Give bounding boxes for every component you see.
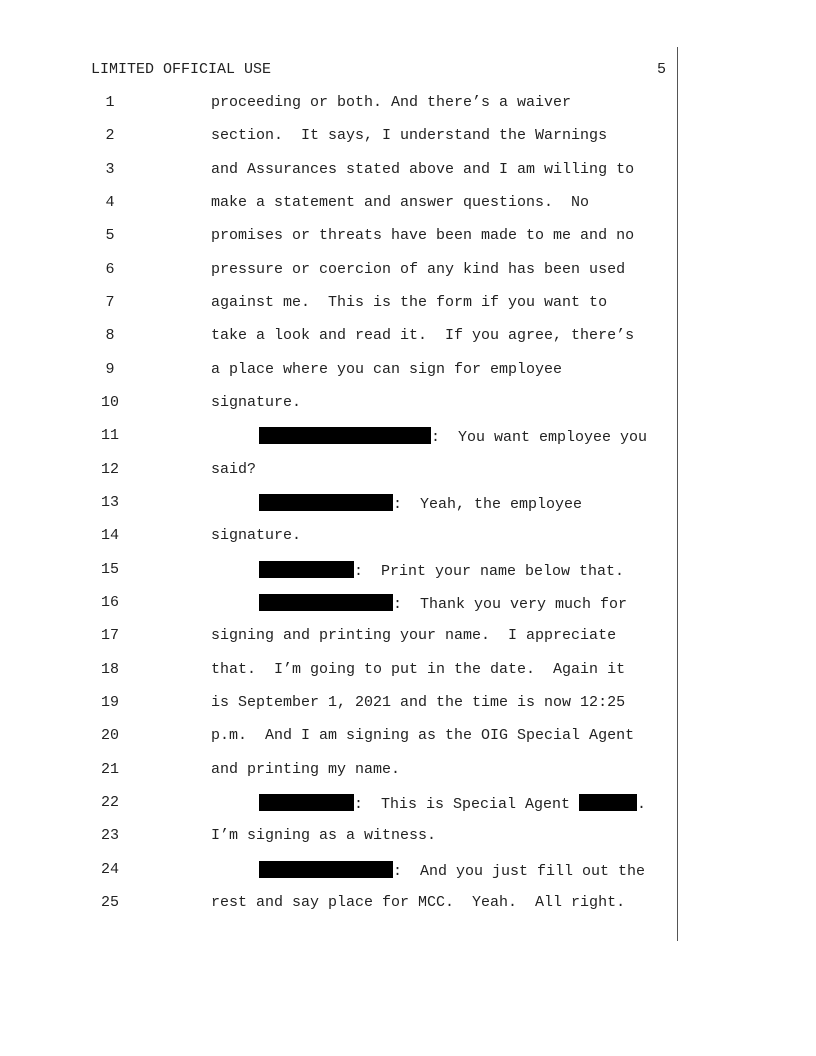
line-number: 18 xyxy=(100,661,119,678)
line-text: signing and printing your name. I appreciate xyxy=(211,627,617,644)
speaker-redaction xyxy=(259,861,393,878)
line-text: I’m signing as a witness. xyxy=(211,827,437,844)
line-text: proceeding or both. And there’s a waiver xyxy=(211,94,572,111)
speaker-redaction xyxy=(259,794,354,811)
speech-text-after: . xyxy=(637,796,647,813)
line-text: take a look and read it. If you agree, there’s xyxy=(211,327,635,344)
line-number: 4 xyxy=(105,194,115,211)
line-number: 22 xyxy=(100,794,119,811)
line-number: 9 xyxy=(105,361,115,378)
line-number: 6 xyxy=(105,261,115,278)
line-number: 2 xyxy=(105,127,115,144)
line-number: 21 xyxy=(100,761,119,778)
line-text: is September 1, 2021 and the time is now 12:25 xyxy=(211,694,626,711)
line-number: 12 xyxy=(100,461,119,478)
speaker-redaction xyxy=(259,594,393,611)
line-text xyxy=(259,594,627,614)
line-number: 10 xyxy=(100,394,119,411)
line-number: 15 xyxy=(100,561,119,578)
line-text: promises or threats have been made to me and no xyxy=(211,227,635,244)
line-number: 5 xyxy=(105,227,115,244)
name-redaction xyxy=(579,794,637,811)
line-text: and Assurances stated above and I am willing to xyxy=(211,161,635,178)
line-text xyxy=(259,427,647,447)
line-number: 24 xyxy=(100,861,119,878)
line-number: 14 xyxy=(100,527,119,544)
speech-text: : And you just fill out the xyxy=(393,863,646,880)
margin-rule xyxy=(677,47,678,941)
header-label: LIMITED OFFICIAL USE xyxy=(91,61,272,78)
line-text: a place where you can sign for employee xyxy=(211,361,563,378)
line-number: 25 xyxy=(100,894,119,911)
page-number: 5 xyxy=(657,61,667,78)
line-number: 7 xyxy=(105,294,115,311)
line-number: 19 xyxy=(100,694,119,711)
line-text: p.m. And I am signing as the OIG Special Agent xyxy=(211,727,635,744)
speaker-redaction xyxy=(259,427,431,444)
line-text: against me. This is the form if you want to xyxy=(211,294,608,311)
line-text xyxy=(259,494,582,514)
line-number: 3 xyxy=(105,161,115,178)
line-text: section. It says, I understand the Warnings xyxy=(211,127,608,144)
line-text: said? xyxy=(211,461,257,478)
speech-text: : This is Special Agent xyxy=(354,796,580,813)
speech-text: : Yeah, the employee xyxy=(393,496,583,513)
line-number: 11 xyxy=(100,427,119,444)
line-text: that. I’m going to put in the date. Again it xyxy=(211,661,626,678)
line-number: 23 xyxy=(100,827,119,844)
line-text: signature. xyxy=(211,527,302,544)
line-number: 13 xyxy=(100,494,119,511)
line-text: make a statement and answer questions. No xyxy=(211,194,590,211)
speaker-redaction xyxy=(259,494,393,511)
speech-text: : Thank you very much for xyxy=(393,596,628,613)
line-number: 16 xyxy=(100,594,119,611)
line-text: pressure or coercion of any kind has been used xyxy=(211,261,626,278)
line-number: 20 xyxy=(100,727,119,744)
line-number: 17 xyxy=(100,627,119,644)
line-text xyxy=(259,561,624,581)
line-text xyxy=(259,861,645,881)
line-text: rest and say place for MCC. Yeah. All right. xyxy=(211,894,626,911)
line-text xyxy=(259,794,646,814)
line-text: signature. xyxy=(211,394,302,411)
line-number: 1 xyxy=(105,94,115,111)
speaker-redaction xyxy=(259,561,354,578)
line-text: and printing my name. xyxy=(211,761,401,778)
speech-text: : Print your name below that. xyxy=(354,563,625,580)
speech-text: : You want employee you xyxy=(431,429,648,446)
line-number: 8 xyxy=(105,327,115,344)
